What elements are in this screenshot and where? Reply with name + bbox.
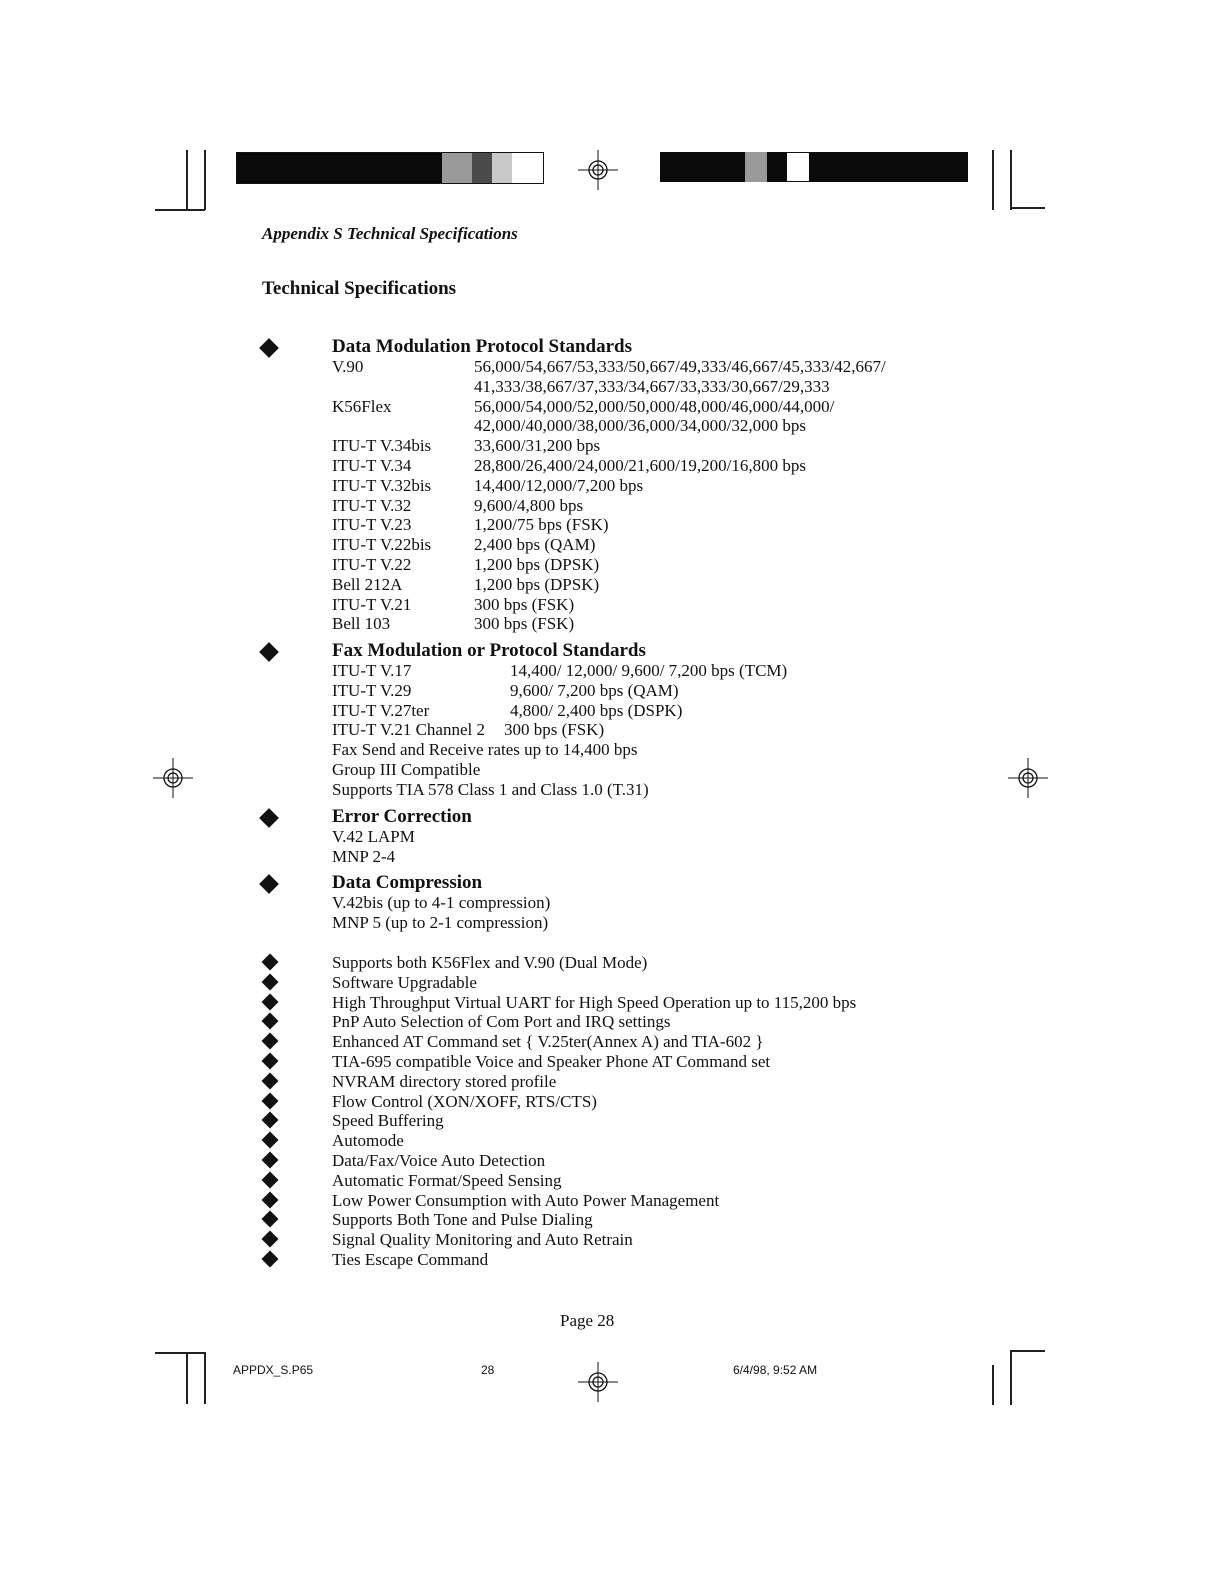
footer-date: 6/4/98, 9:52 AM xyxy=(733,1363,818,1377)
spec-table xyxy=(332,357,886,634)
registration-bar-right xyxy=(660,152,968,182)
spec-row: ITU-T V.23 1,200/75 bps (FSK) xyxy=(332,515,609,535)
bullet-diamond-icon xyxy=(262,993,279,1010)
spec-line: V.42 LAPM xyxy=(332,827,415,846)
spec-line: V.42bis (up to 4-1 compression) xyxy=(332,893,551,912)
bullet-diamond-icon xyxy=(259,642,279,662)
bullet-diamond-icon xyxy=(262,1191,279,1208)
spec-line: MNP 5 (up to 2-1 compression) xyxy=(332,912,549,932)
bullet-diamond-icon xyxy=(262,1033,279,1050)
bullet-diamond-icon xyxy=(262,954,279,971)
spec-row: K56Flex 56,000/54,000/52,000/50,000/48,000/46,000/44,000/ xyxy=(332,396,835,416)
spec-row: V.90 56,000/54,667/53,333/50,667/49,333/46,667/45,333/42,667/ xyxy=(332,357,886,376)
spec-row: 41,333/38,667/37,333/34,667/33,333/30,667/29,333 xyxy=(474,376,830,396)
spec-row: ITU-T V.29 9,600/ 7,200 bps (QAM) xyxy=(332,680,679,700)
registration-target-bottom-icon xyxy=(578,1362,618,1402)
spec-row: 42,000/40,000/38,000/36,000/34,000/32,000 bps xyxy=(474,416,806,436)
bullet-diamond-icon xyxy=(262,1151,279,1168)
registration-target-top-icon xyxy=(578,150,618,190)
bullet-diamond-icon xyxy=(262,1112,279,1129)
bullet-diamond-icon xyxy=(262,1052,279,1069)
spec-row: ITU-T V.22bis 2,400 bps (QAM) xyxy=(332,535,596,555)
registration-bar-left xyxy=(236,152,544,184)
spec-row: Bell 212A 1,200 bps (DPSK) xyxy=(332,574,600,594)
page-title: Technical Specifications xyxy=(262,278,457,299)
spec-line: Group III Compatible xyxy=(332,759,481,779)
spec-row: ITU-T V.32 9,600/4,800 bps xyxy=(332,495,584,515)
spec-row: ITU-T V.21 Channel 2 300 bps (FSK) xyxy=(332,720,605,740)
spec-line: MNP 2-4 xyxy=(332,846,396,866)
bullet-diamond-icon xyxy=(262,1211,279,1228)
spec-table xyxy=(332,661,787,800)
spec-row: ITU-T V.27ter 4,800/ 2,400 bps (DSPK) xyxy=(332,700,683,720)
bullet-diamond-icon xyxy=(259,338,279,358)
registration-target-right-icon xyxy=(1008,758,1048,798)
bullet-diamond-icon xyxy=(262,1171,279,1188)
spec-row: ITU-T V.34bis 33,600/31,200 bps xyxy=(332,436,601,456)
bullet-diamond-icon xyxy=(262,1013,279,1030)
spec-row: ITU-T V.17 14,400/ 12,000/ 9,600/ 7,200 bps (TCM) xyxy=(332,661,788,680)
page-number: Page 28 xyxy=(560,1311,615,1330)
bullet-diamond-icon xyxy=(259,874,279,894)
running-head: Appendix S Technical Specifications xyxy=(262,224,518,243)
bullet-diamond-icon xyxy=(262,1231,279,1248)
bullet-diamond-icon xyxy=(262,973,279,990)
bullet-diamond-icon xyxy=(262,1132,279,1149)
bullet-diamond-icon xyxy=(262,1072,279,1089)
spec-row: ITU-T V.34 28,800/26,400/24,000/21,600/19,200/16,800 bps xyxy=(332,455,806,475)
spec-list xyxy=(332,827,415,867)
spec-row: ITU-T V.22 1,200 bps (DPSK) xyxy=(332,554,600,574)
registration-target-left-icon xyxy=(153,758,193,798)
spec-list xyxy=(332,893,550,933)
bullet-diamond-icon xyxy=(262,1092,279,1109)
bullet-diamond-icon xyxy=(262,1250,279,1267)
section-title: Error Correction xyxy=(332,806,472,827)
spec-line: Supports TIA 578 Class 1 and Class 1.0 (T.31) xyxy=(332,779,649,799)
spec-row: ITU-T V.21 300 bps (FSK) xyxy=(332,594,575,614)
spec-line: Fax Send and Receive rates up to 14,400 bps xyxy=(332,740,638,760)
footer-file-name: APPDX_S.P65 xyxy=(233,1363,314,1377)
section-title: Data Compression xyxy=(332,872,483,893)
bullet-diamond-icon xyxy=(259,808,279,828)
section-title: Fax Modulation or Protocol Standards xyxy=(332,640,646,661)
section-title: Data Modulation Protocol Standards xyxy=(332,336,632,357)
spec-row: Bell 103 300 bps (FSK) xyxy=(332,614,575,634)
footer-page: 28 xyxy=(481,1363,495,1377)
spec-row: ITU-T V.32bis 14,400/12,000/7,200 bps xyxy=(332,475,644,495)
